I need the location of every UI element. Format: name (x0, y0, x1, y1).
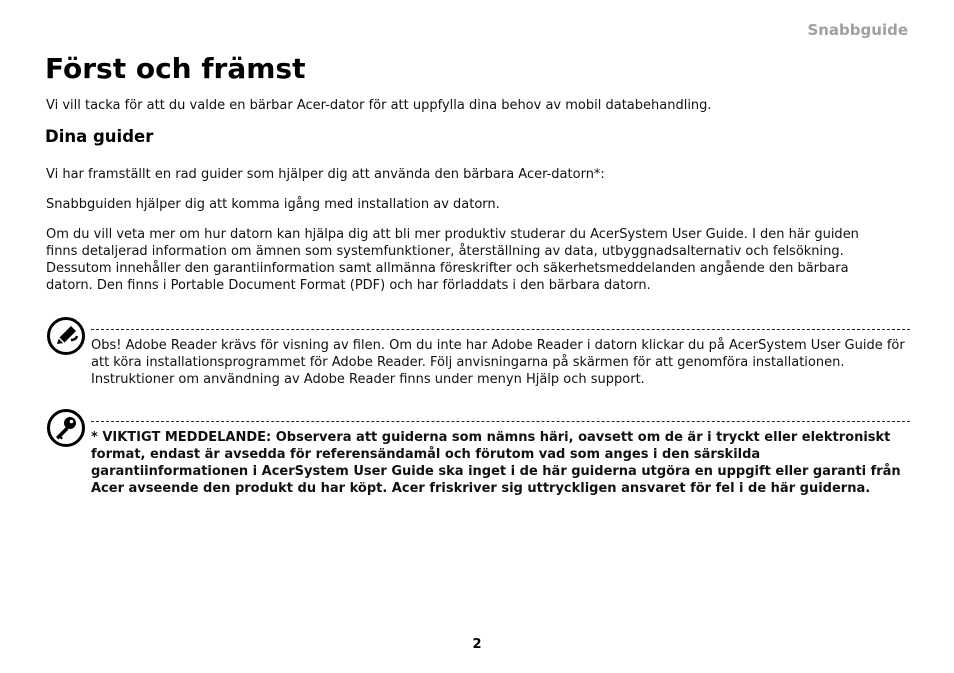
note-text: Obs! Adobe Reader krävs för visning av filen. Om du inte har Adobe Reader i datorn klickar du på AcerSystem User Guide för att köra installationsprogrammet för Adobe Reader. Följ anvisningarna på skärmen för att genomföra installationen. Instruktioner om användning av Adobe Reader finns under menyn Hjälp och support. (91, 338, 905, 387)
guides-intro-paragraph: Vi har framställt en rad guider som hjälper dig att använda den bärbara Acer-datorn*: (46, 167, 605, 182)
user-guide-paragraph: Om du vill veta mer om hur datorn kan hjälpa dig att bli mer produktiv studerar du AcerSystem User Guide. I den här guiden finns detaljerad information om ämnen som systemfunktioner, återställning av data, utbyggnadsalternativ och felsökning. Dessutom innehåller den garantiinformation samt allmänna föreskrifter och säkerhetsmeddelanden angående den bärbara datorn. Den finns i Portable Document Format (PDF) och har förladdats i den bärbara datorn. (46, 227, 859, 293)
important-notice-text: * VIKTIGT MEDDELANDE: Observera att guiderna som nämns häri, oavsett om de är i tryckt eller elektroniskt format, endast är avsedda för referensändamål och förutom vad som anges i den särskilda garantiinformationen i AcerSystem User Guide ska inget i de här guiderna utgöra en uppgift eller garanti från Acer avseende den produkt du har köpt. Acer friskriver sig uttryckligen ansvaret för fel i de här guiderna. (91, 430, 901, 496)
header-label: Snabbguide (807, 21, 908, 39)
intro-paragraph: Vi vill tacka för att du valde en bärbar Acer-dator för att uppfylla dina behov av mobil databehandling. (46, 98, 712, 113)
note-divider (91, 329, 910, 330)
important-divider (91, 421, 910, 422)
page-title: Först och främst (45, 52, 306, 85)
section-title: Dina guider (45, 127, 154, 146)
page-number: 2 (472, 637, 482, 652)
quick-guide-paragraph: Snabbguiden hjälper dig att komma igång med installation av datorn. (46, 197, 500, 212)
key-important-icon (46, 408, 86, 448)
pencil-note-icon (46, 316, 86, 356)
